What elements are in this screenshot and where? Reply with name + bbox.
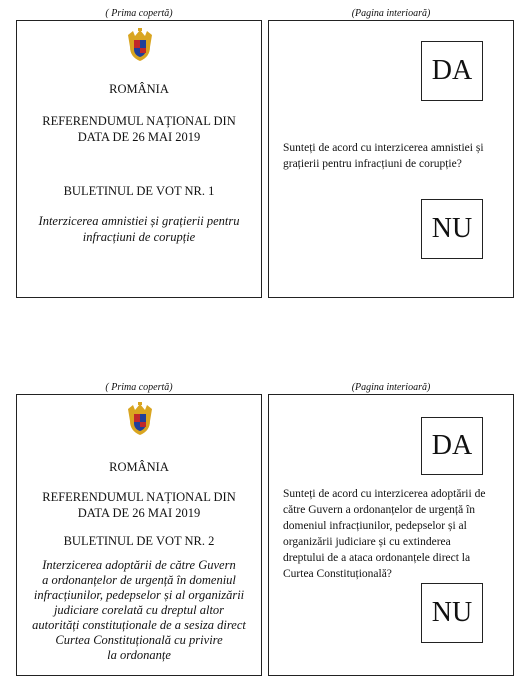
yes-label: DA [431,55,473,86]
yes-box[interactable] [421,417,483,475]
question-line: domeniul infracțiunilor, pedepselor și al [283,520,467,532]
referendum-title-line1: REFERENDUMUL NAȚIONAL DIN [42,490,236,504]
ballot-subject-line: a ordonanțelor de urgență în domeniul [42,573,236,587]
country-name: ROMÂNIA [109,82,169,96]
yes-label: DA [431,430,473,461]
ballot-number: BULETINUL DE VOT NR. 1 [63,184,215,198]
ballot-1-inner [268,20,514,298]
ballot-2-inner [268,394,514,676]
no-box[interactable] [421,583,483,643]
referendum-title-line2: DATA DE 26 MAI 2019 [77,130,201,144]
question-line: organizării judiciare și cu extinderea [283,536,451,548]
question-line: Curtea Constituțională? [283,568,392,580]
referendum-title-line1: REFERENDUMUL NAȚIONAL DIN [42,114,236,128]
cover-caption: ( Prima copertă) [105,8,173,19]
ballot-number: BULETINUL DE VOT NR. 2 [63,534,215,548]
yes-box[interactable] [421,41,483,101]
ballot-subject-line: Curtea Constituțională cu privire [55,633,223,647]
no-label: NU [431,213,473,244]
question-line: către Guvern a ordonanțelor de urgență în [283,504,476,516]
inner-caption: (Pagina interioară) [351,8,431,19]
ballot-subject-line: Interzicerea amnistiei și grațierii pentru [38,214,240,228]
ballot-2-cover [16,394,262,676]
coat-of-arms-icon [125,27,155,63]
no-label: NU [431,597,473,628]
question-line: grațierii pentru infracțiuni de corupție? [283,158,462,170]
question-line: Sunteți de acord cu interzicerea adoptării de [283,488,486,500]
ballot-subject-line: infracțiunilor, pedepselor și al organizării [33,588,245,602]
ballot-subject-line: infracțiuni de corupție [82,230,196,244]
ballot-subject-line: la ordonanțe [107,648,171,662]
question-line: Sunteți de acord cu interzicerea amnistiei și [283,142,484,154]
ballot-subject-line: judiciare corelată cu dreptul altor [53,603,225,617]
ballot-subject-line: autorități constituționale de a sesiza direct [32,618,246,632]
cover-caption: ( Prima copertă) [105,382,173,393]
inner-caption: (Pagina interioară) [351,382,431,393]
ballot-1-cover [16,20,262,298]
coat-of-arms-icon [125,401,155,437]
question-line: dreptului de a ataca ordonanțele direct la [283,552,471,564]
referendum-title-line2: DATA DE 26 MAI 2019 [77,506,201,520]
country-name: ROMÂNIA [109,460,169,474]
no-box[interactable] [421,199,483,259]
ballot-subject-line: Interzicerea adoptării de către Guvern [42,558,236,572]
